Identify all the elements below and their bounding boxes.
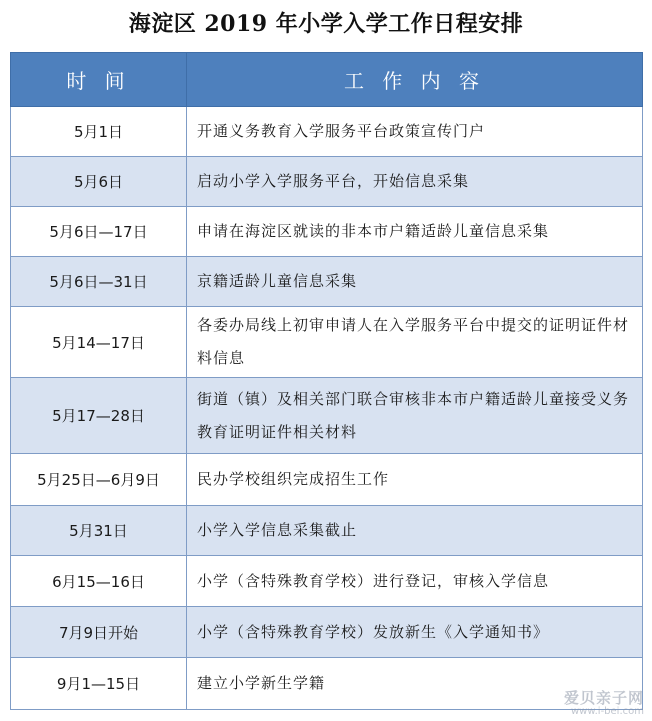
table-row — [11, 107, 643, 157]
row-time: 9月1—15日 — [11, 658, 187, 710]
row-content: 启动小学入学服务平台，开始信息采集 — [187, 157, 643, 207]
row-time: 5月25日—6月9日 — [11, 454, 187, 506]
row-content: 小学（含特殊教育学校）发放新生《入学通知书》 — [187, 607, 643, 658]
row-content: 小学（含特殊教育学校）进行登记，审核入学信息 — [187, 556, 643, 607]
row-time: 6月15—16日 — [11, 556, 187, 607]
table-header-row — [11, 53, 643, 107]
row-time: 5月14—17日 — [11, 307, 187, 378]
row-content: 小学入学信息采集截止 — [187, 506, 643, 556]
table-row — [11, 257, 643, 307]
table-row — [11, 157, 643, 207]
row-content: 各委办局线上初审申请人在入学服务平台中提交的证明证件材料信息 — [187, 307, 643, 378]
column-header-content: 工 作 内 容 — [187, 53, 643, 107]
table-row — [11, 556, 643, 607]
page-title: 海淀区 2019 年小学入学工作日程安排 — [128, 11, 524, 37]
table-row — [11, 454, 643, 506]
schedule-table — [10, 52, 643, 710]
column-header-time: 时 间 — [11, 53, 187, 107]
table-row — [11, 658, 643, 710]
table-row — [11, 506, 643, 556]
row-content: 街道（镇）及相关部门联合审核非本市户籍适龄儿童接受义务教育证明证件相关材料 — [187, 378, 643, 454]
row-time: 5月6日 — [11, 157, 187, 207]
row-content: 京籍适龄儿童信息采集 — [187, 257, 643, 307]
table-row — [11, 207, 643, 257]
row-time: 5月17—28日 — [11, 378, 187, 454]
row-time: 5月6日—31日 — [11, 257, 187, 307]
row-content: 开通义务教育入学服务平台政策宣传门户 — [187, 107, 643, 157]
watermark-url: www.i-bei.com — [571, 706, 644, 717]
row-content: 民办学校组织完成招生工作 — [187, 454, 643, 506]
row-content: 建立小学新生学籍 — [187, 658, 643, 710]
row-time: 5月6日—17日 — [11, 207, 187, 257]
table-row — [11, 378, 643, 454]
table-row — [11, 607, 643, 658]
watermark-text: 爱贝亲子网 — [563, 688, 644, 707]
row-content: 申请在海淀区就读的非本市户籍适龄儿童信息采集 — [187, 207, 643, 257]
row-time: 7月9日开始 — [11, 607, 187, 658]
row-time: 5月1日 — [11, 107, 187, 157]
row-time: 5月31日 — [11, 506, 187, 556]
table-row — [11, 307, 643, 378]
